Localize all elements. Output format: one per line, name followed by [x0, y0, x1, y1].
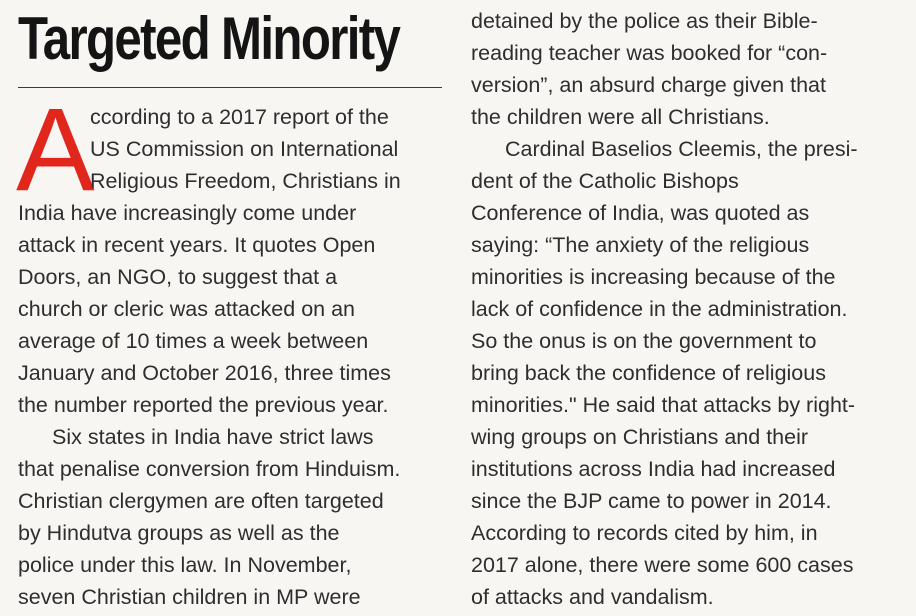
- headline: Targeted Minority: [18, 5, 400, 72]
- right-column: [471, 5, 858, 613]
- text-line: minorities." He said that attacks by right-: [471, 393, 856, 417]
- text-line: January and October 2016, three times: [18, 361, 391, 385]
- text-line: Doors, an NGO, to suggest that a: [18, 265, 338, 289]
- text-line: seven Christian children in MP were: [18, 585, 361, 609]
- text-line: Conference of India, was quoted as: [471, 201, 810, 225]
- text-line: dent of the Catholic Bishops: [471, 169, 739, 193]
- text-line: So the onus is on the government to: [471, 329, 817, 353]
- text-line: reading teacher was booked for “con-: [471, 41, 828, 65]
- text-line: that penalise conversion from Hinduism.: [18, 457, 401, 481]
- text-line: Christian clergymen are often targeted: [18, 489, 384, 513]
- text-line: Cardinal Baselios Cleemis, the presi-: [505, 137, 858, 161]
- text-line: Religious Freedom, Christians in: [90, 169, 401, 193]
- text-line: bring back the confidence of religious: [471, 361, 826, 385]
- text-line: saying: “The anxiety of the religious: [471, 233, 810, 257]
- drop-cap: A: [16, 84, 95, 216]
- text-line: detained by the police as their Bible-: [471, 9, 818, 33]
- text-line: ccording to a 2017 report of the: [90, 105, 389, 129]
- text-line: since the BJP came to power in 2014.: [471, 489, 832, 513]
- text-line: minorities is increasing because of the: [471, 265, 836, 289]
- left-column: [16, 84, 401, 613]
- text-line: version”, an absurd charge given that: [471, 73, 826, 97]
- text-line: Six states in India have strict laws: [52, 425, 374, 449]
- text-line: 2017 alone, there were some 600 cases: [471, 553, 854, 577]
- text-line: India have increasingly come under: [18, 201, 357, 225]
- text-line: by Hindutva groups as well as the: [18, 521, 340, 545]
- text-line: US Commission on International: [90, 137, 399, 161]
- text-line: institutions across India had increased: [471, 457, 836, 481]
- text-line: the number reported the previous year.: [18, 393, 389, 417]
- text-line: lack of confidence in the administration.: [471, 297, 848, 321]
- text-line: According to records cited by him, in: [471, 521, 818, 545]
- text-line: the children were all Christians.: [471, 105, 770, 129]
- text-line: average of 10 times a week between: [18, 329, 369, 353]
- text-line: attack in recent years. It quotes Open: [18, 233, 376, 257]
- text-line: police under this law. In November,: [18, 553, 352, 577]
- text-line: wing groups on Christians and their: [471, 425, 809, 449]
- text-line: church or cleric was attacked on an: [18, 297, 355, 321]
- text-line: of attacks and vandalism.: [471, 585, 714, 609]
